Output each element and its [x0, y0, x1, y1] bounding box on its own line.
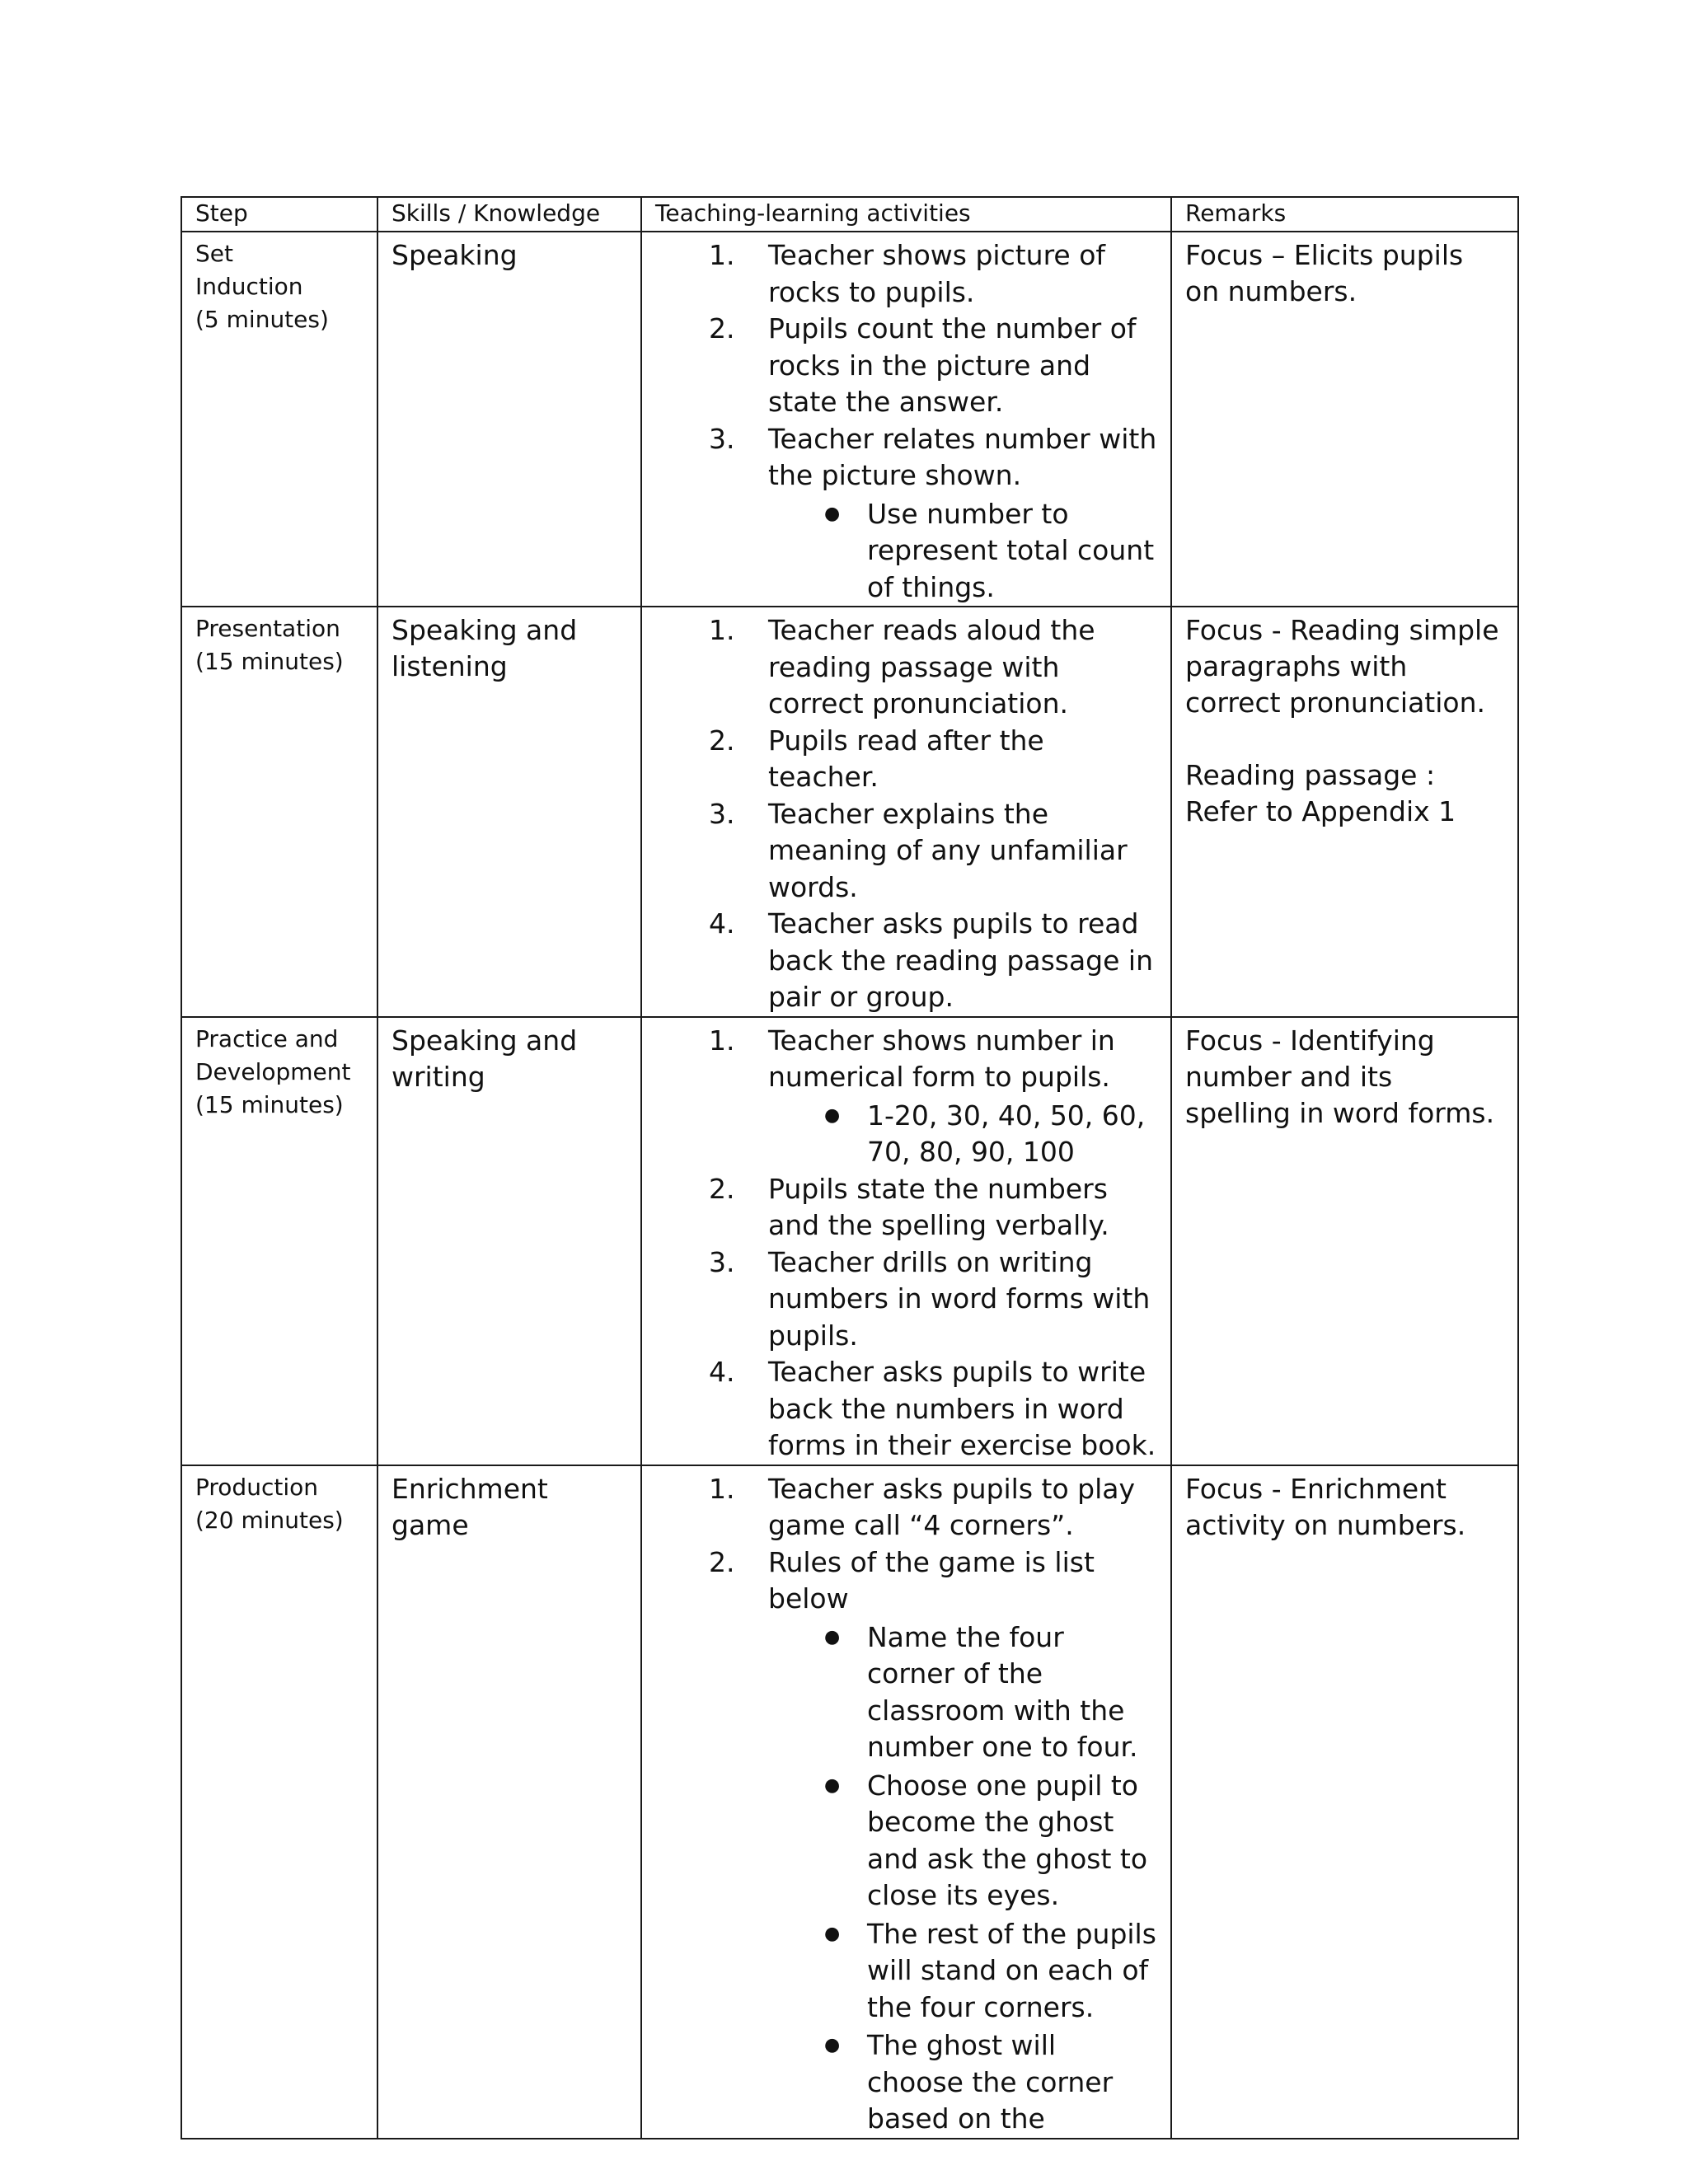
activity-number: 2.: [709, 1545, 735, 1578]
activity-item: [655, 1354, 1157, 1465]
step-line: Set: [195, 240, 233, 267]
table-row: [181, 1017, 1518, 1465]
remarks-text: Focus - Enrichment activity on numbers.: [1185, 1472, 1466, 1541]
step-cell: [181, 1465, 377, 2139]
lesson-plan-table: [181, 196, 1519, 2139]
skill-text: Enrichment game: [392, 1472, 548, 1541]
activities-cell: [641, 232, 1171, 607]
activity-bullet: ● Name the four corner of the classroom with the number one to four.: [768, 1619, 1157, 1766]
remarks-spacer: [1185, 721, 1504, 757]
step-cell: [181, 1017, 377, 1465]
step-line: Production: [195, 1473, 318, 1501]
activity-number: 2.: [709, 724, 735, 757]
step-line: (15 minutes): [195, 1090, 344, 1118]
activity-number: 1.: [709, 1472, 735, 1505]
activity-item: [655, 237, 1157, 311]
header-teaching-learning-activities: Teaching-learning activities: [641, 197, 1171, 232]
table-row: [181, 1465, 1518, 2139]
skill-text: Speaking and writing: [392, 1024, 578, 1093]
step-line: Development: [195, 1057, 351, 1085]
skill-cell: [377, 1017, 641, 1465]
activity-bullet: ● The ghost will choose the corner based on the: [768, 2027, 1157, 2138]
remarks-text: Reading passage :: [1185, 759, 1436, 791]
step-cell: [181, 232, 377, 607]
remarks-cell: [1171, 1017, 1518, 1465]
activities-cell: [641, 1465, 1171, 2139]
activity-bullet-list: [768, 1619, 1157, 2138]
activity-bullet: ● Choose one pupil to become the ghost and ask the ghost to close its eyes.: [768, 1768, 1157, 1915]
activity-number: 4.: [709, 1356, 735, 1388]
activity-text: Teacher asks pupils to write back the numbers in word forms in their exercise book.: [768, 1356, 1156, 1461]
activity-list: [655, 612, 1157, 1016]
step-line: (20 minutes): [195, 1506, 344, 1534]
step-line: (15 minutes): [195, 648, 344, 675]
remarks-cell: [1171, 1465, 1518, 2139]
remarks-cell: [1171, 607, 1518, 1017]
activity-text: Teacher asks pupils to read back the reading passage in pair or group.: [768, 907, 1153, 1013]
activities-cell: [641, 1017, 1171, 1465]
activity-text: Pupils count the number of rocks in the picture and state the answer.: [768, 312, 1137, 418]
skill-cell: [377, 607, 641, 1017]
activity-number: 1.: [709, 239, 735, 271]
activity-item: [655, 723, 1157, 796]
skill-cell: [377, 232, 641, 607]
activity-text: Teacher relates number with the picture shown.: [768, 422, 1157, 491]
remarks-text: Focus – Elicits pupils on numbers.: [1185, 239, 1464, 307]
activity-text: Pupils read after the teacher.: [768, 724, 1044, 793]
activity-bullet-list: [768, 496, 1157, 607]
activity-text: Teacher shows picture of rocks to pupils.: [768, 239, 1106, 308]
remarks-text: Focus - Reading simple paragraphs with correct pronunciation.: [1185, 614, 1499, 719]
activity-item: [655, 1023, 1157, 1171]
activity-item: [655, 906, 1157, 1016]
activity-number: 1.: [709, 614, 735, 646]
activity-item: [655, 1471, 1157, 1544]
header-skills-knowledge: Skills / Knowledge: [377, 197, 641, 232]
activity-number: 3.: [709, 1245, 735, 1278]
activity-list: [655, 237, 1157, 606]
table-row: [181, 232, 1518, 607]
activity-number: 2.: [709, 1172, 735, 1205]
activity-bullet-list: [768, 1098, 1157, 1171]
activity-list: [655, 1471, 1157, 2138]
table-row: [181, 607, 1518, 1017]
activity-text: Teacher drills on writing numbers in word forms with pupils.: [768, 1245, 1151, 1352]
step-cell: [181, 607, 377, 1017]
activity-text: Teacher shows number in numerical form to pupils.: [768, 1024, 1115, 1093]
activity-item: [655, 612, 1157, 723]
activity-text: Teacher asks pupils to play game call “4 corners”.: [768, 1472, 1136, 1541]
activity-number: 2.: [709, 312, 735, 344]
activity-number: 4.: [709, 907, 735, 940]
activity-item: [655, 1171, 1157, 1244]
header-step: Step: [181, 197, 377, 232]
step-line: Practice and: [195, 1024, 339, 1052]
table-header-row: [181, 197, 1518, 232]
activity-bullet: ● Use number to represent total count of things.: [768, 496, 1157, 607]
remarks-text: Focus - Identifying number and its spelling in word forms.: [1185, 1024, 1495, 1129]
step-line: (5 minutes): [195, 306, 329, 333]
activity-text: Rules of the game is list below: [768, 1545, 1095, 1615]
step-line: Presentation: [195, 615, 340, 642]
activity-number: 3.: [709, 422, 735, 455]
remarks-text: Refer to Appendix 1: [1185, 795, 1456, 827]
skill-cell: [377, 1465, 641, 2139]
remarks-cell: [1171, 232, 1518, 607]
activity-bullet: ● 1-20, 30, 40, 50, 60, 70, 80, 90, 100: [768, 1098, 1157, 1171]
activity-item: [655, 796, 1157, 907]
activity-list: [655, 1023, 1157, 1465]
activity-text: Teacher reads aloud the reading passage with correct pronunciation.: [768, 614, 1095, 719]
activity-bullet: ● The rest of the pupils will stand on each of the four corners.: [768, 1916, 1157, 2027]
step-line: Induction: [195, 273, 303, 300]
activity-text: Pupils state the numbers and the spelling verbally.: [768, 1172, 1109, 1241]
activity-item: [655, 1244, 1157, 1355]
skill-text: Speaking and listening: [392, 614, 578, 682]
activity-number: 3.: [709, 797, 735, 830]
activity-item: [655, 311, 1157, 421]
header-remarks: Remarks: [1171, 197, 1518, 232]
activities-cell: [641, 607, 1171, 1017]
activity-item: [655, 1544, 1157, 2138]
skill-text: Speaking: [392, 239, 518, 271]
activity-item: [655, 421, 1157, 607]
activity-number: 1.: [709, 1024, 735, 1057]
activity-text: Teacher explains the meaning of any unfamiliar words.: [768, 797, 1128, 903]
